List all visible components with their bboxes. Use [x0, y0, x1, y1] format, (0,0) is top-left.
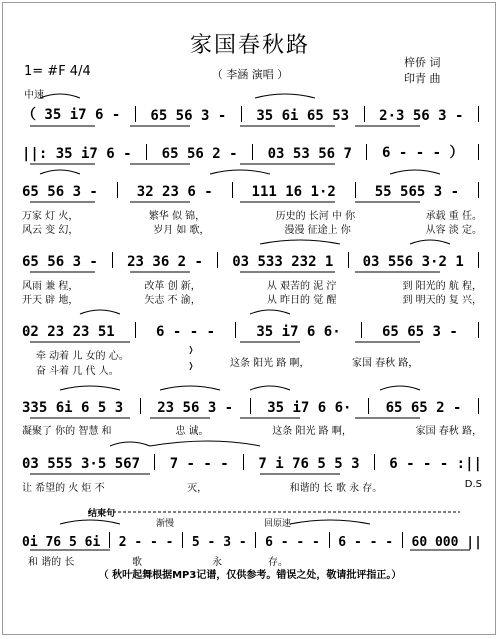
measure: 03 53 56 7	[267, 146, 352, 162]
lyric: 和 谐的 长	[28, 557, 75, 568]
lyric: 岁月 如 歌，	[153, 225, 210, 236]
key-signature: 1= #F 4/4	[24, 64, 91, 79]
lyric: 风云 变 幻，	[22, 225, 79, 236]
measure: 03 556 3·2 1	[362, 254, 464, 270]
lyric: 从 艰苦的 泥 泞	[266, 281, 337, 292]
measure: 65 65 3 -	[381, 324, 458, 340]
measure: 111 16 1·2	[251, 184, 336, 200]
lyric: 万家 灯 火，	[22, 211, 79, 222]
measure: 55 565 3 -	[374, 184, 460, 200]
lyric-line-4a	[22, 277, 482, 292]
lyric: 忠 诚。	[175, 426, 209, 437]
measure: 65 65 2 -	[385, 400, 462, 416]
measure: 6 - - -	[338, 535, 394, 550]
lyric: 歌	[132, 557, 142, 568]
ritardando-mark: 渐慢	[156, 519, 175, 529]
ds-marking: D.S	[464, 479, 482, 490]
measure: 02 23 23 51	[22, 324, 115, 340]
measure: 03 533 232 1	[232, 254, 334, 270]
measure: 65 56 2 -	[161, 146, 238, 162]
measure: ||: 35 i7 6 -	[22, 146, 132, 162]
score-line-1	[22, 104, 482, 124]
lyric: 灭，	[187, 483, 208, 494]
lyric: 家国 春秋 路，	[352, 358, 419, 369]
measure: 35 i7 6 6·	[256, 324, 341, 340]
score-line-3	[22, 180, 482, 200]
lyric: 从 昨日的 觉 醒	[266, 295, 337, 306]
lyric: 开天 辟 地，	[22, 295, 79, 306]
measure: 5 - 3 -	[191, 535, 247, 550]
measure: 6 - - -	[265, 535, 320, 550]
measure: 60 000 ||	[411, 535, 482, 550]
measure: 6 - - - :||	[389, 456, 482, 472]
measure: 7 - - -	[169, 456, 229, 472]
lyric: 繁华 似 锦，	[148, 211, 206, 222]
measure: 7 i 76 5 5 3	[258, 456, 360, 472]
lyric-line-3b	[22, 221, 482, 236]
measure: 23 56 3 -	[157, 400, 234, 416]
score-line-5	[22, 320, 482, 340]
lyric: 到 明天的 复 兴，	[402, 295, 482, 306]
lyric: 矢志 不 渝，	[144, 295, 201, 306]
lyric: 和谐的 长 歌 永 存。	[289, 483, 383, 494]
lyric-line-6	[22, 422, 482, 437]
lyric: 这条 阳光 路 啊，	[230, 358, 310, 369]
coda-label: 结束句	[88, 509, 116, 519]
transcriber-footnote: （ 秋叶起舞根据MP3记谱，仅供参考。错误之处，敬请批评指正。）	[98, 570, 402, 581]
score-line-2	[22, 142, 482, 162]
measure: 35 i7 6 6·	[267, 400, 352, 416]
tempo-marking: 中速	[24, 90, 44, 101]
composer-credit: 印青 曲	[404, 72, 441, 85]
lyricist-credit: 梓侨 词	[404, 56, 441, 69]
measure: 6 - - -	[156, 324, 216, 340]
lyric: 承载 重 任。	[425, 211, 482, 222]
lyric: 漫漫 征途上 你	[284, 225, 351, 236]
measure: 65 56 3 -	[150, 108, 227, 124]
measure: （ 35 i7 6 -	[22, 107, 121, 123]
score-line-8	[22, 530, 482, 550]
lyric: 风雨 兼 程，	[22, 281, 79, 292]
singer-credit: （ 李涵 演唱 ）	[211, 68, 289, 81]
measure: 2·3 56 3 -	[379, 108, 464, 124]
measure: 32 23 6 -	[136, 184, 213, 200]
song-title: 家国春秋路	[189, 33, 310, 58]
lyric-line-4b	[22, 291, 482, 306]
lyric: 改革 创 新，	[144, 281, 201, 292]
lyric: 牵 动着 儿 女的 心。	[36, 351, 129, 362]
lyric: 家国 春秋 路，	[415, 426, 482, 437]
score-line-4	[22, 250, 482, 270]
lyric: 让 希望的 火 炬 不	[22, 483, 105, 494]
lyric: 从容 淡 定。	[425, 225, 482, 236]
lyric: 奋 斗着 几 代 人。	[36, 366, 119, 377]
score-line-6	[22, 396, 482, 416]
score-line-7	[22, 452, 482, 472]
lyric: 存。	[268, 557, 288, 568]
measure: 335 6i 6 5 3	[22, 400, 124, 416]
measure: 65 56 3 -	[22, 184, 98, 200]
measure: 65 56 3 -	[22, 254, 98, 270]
measure: 0i 76 5 6i	[22, 535, 101, 550]
lyric: 永	[212, 557, 222, 568]
measure: 6 - - - ）	[382, 145, 464, 161]
lyric: 历史的 长河 中 你	[275, 211, 356, 222]
measure: 23 36 2 -	[127, 254, 203, 270]
lyric-line-7	[22, 479, 482, 494]
lyric-line-3a	[22, 207, 482, 222]
measure: 03 555 3·5 567	[22, 456, 141, 472]
measure: 35 6i 65 53	[256, 108, 350, 124]
lyric: 到 阳光的 航 程，	[402, 281, 482, 292]
a-tempo-mark: 回原速	[264, 519, 292, 529]
lyric: 这条 阳光 路 啊，	[272, 426, 352, 437]
lyric: 凝聚了 你的 智慧 和	[22, 426, 112, 437]
measure: 2 - - -	[118, 535, 174, 550]
